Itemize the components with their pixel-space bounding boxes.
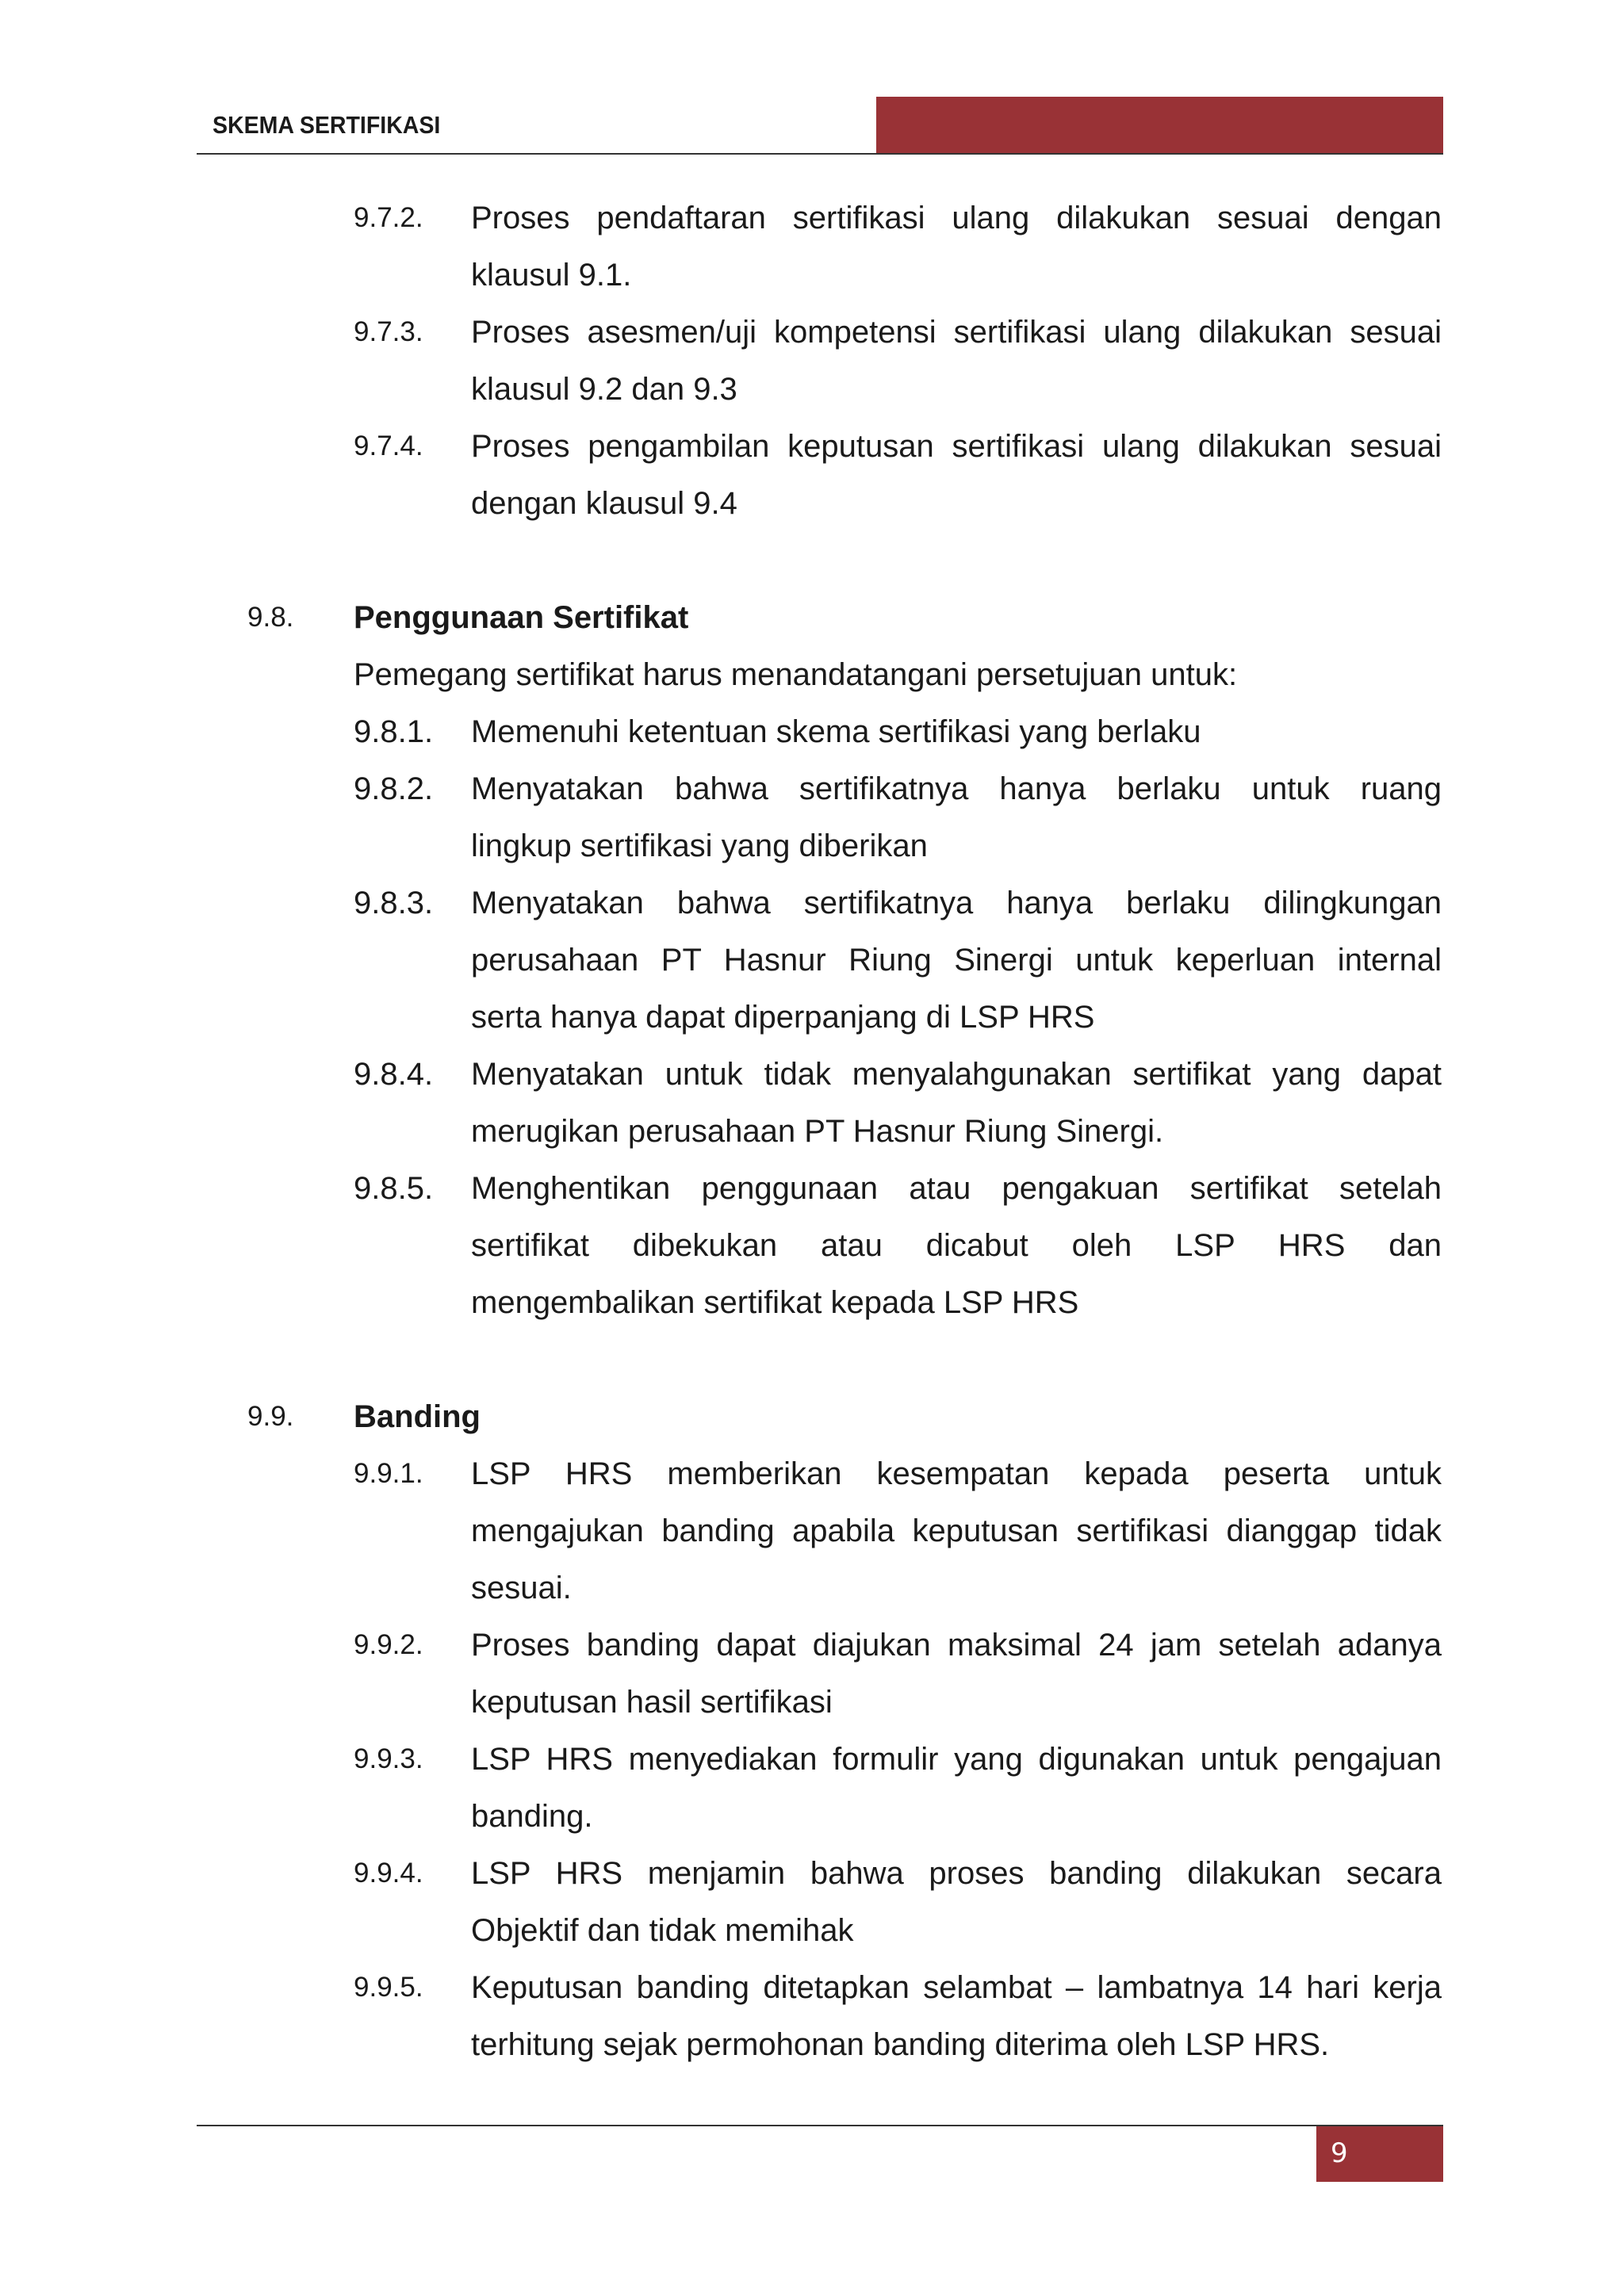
item-line: lingkup sertifikasi yang diberikan [471,828,928,863]
item-line: perusahaan PT Hasnur Riung Sinergi untuk keperluan internal [471,943,1442,978]
item-line: LSP HRS menjamin bahwa proses banding dilakukan secara [471,1856,1442,1891]
item-line: Objektif dan tidak memihak [471,1913,854,1948]
item-line: Menyatakan untuk tidak menyalahgunakan sertifikat yang dapat [471,1057,1442,1092]
item-line: mengembalikan sertifikat kepada LSP HRS [471,1285,1079,1320]
item-line: serta hanya dapat diperpanjang di LSP HRS [471,1000,1095,1035]
section-intro: Pemegang sertifikat harus menandatangani persetujuan untuk: [354,657,1238,692]
header-rule [197,153,1443,155]
item-line: dengan klausul 9.4 [471,486,737,521]
item-line: Memenuhi ketentuan skema sertifikasi yang berlaku [471,714,1201,749]
item-number: 9.8.4. [354,1057,434,1092]
item-number: 9.9.4. [354,1858,423,1888]
footer-rule [197,2125,1443,2126]
item-line: banding. [471,1799,593,1834]
item-line: mengajukan banding apabila keputusan sertifikasi dianggap tidak [471,1513,1442,1548]
item-line: Proses pengambilan keputusan sertifikasi ulang dilakukan sesuai [471,429,1442,464]
item-number: 9.8.5. [354,1171,434,1206]
item-number: 9.7.4. [354,430,423,461]
item-number: 9.7.3. [354,316,423,347]
item-line: Keputusan banding ditetapkan selambat – lambatnya 14 hari kerja [471,1970,1442,2005]
item-line: Proses pendaftaran sertifikasi ulang dilakukan sesuai dengan [471,201,1442,235]
section-number: 9.8. [247,602,294,633]
item-line: Menghentikan penggunaan atau pengakuan sertifikat setelah [471,1171,1442,1206]
item-line: sesuai. [471,1571,572,1605]
item-line: LSP HRS memberikan kesempatan kepada peserta untuk [471,1456,1442,1491]
item-number: 9.8.2. [354,771,434,806]
item-line: klausul 9.1. [471,258,632,293]
item-line: LSP HRS menyediakan formulir yang digunakan untuk pengajuan [471,1742,1442,1777]
section-number: 9.9. [247,1401,294,1432]
item-line: merugikan perusahaan PT Hasnur Riung Sinergi. [471,1114,1164,1149]
item-number: 9.9.1. [354,1458,423,1489]
item-line: Proses asesmen/uji kompetensi sertifikasi ulang dilakukan sesuai [471,315,1442,350]
item-line: Menyatakan bahwa sertifikatnya hanya berlaku untuk ruang [471,771,1442,806]
item-number: 9.8.1. [354,714,434,749]
item-line: sertifikat dibekukan atau dicabut oleh LSP HRS dan [471,1228,1442,1263]
item-number: 9.9.3. [354,1743,423,1774]
item-line: terhitung sejak permohonan banding diterima oleh LSP HRS. [471,2027,1330,2062]
item-number: 9.9.5. [354,1972,423,2003]
item-line: Proses banding dapat diajukan maksimal 24 jam setelah adanya [471,1628,1442,1663]
item-line: klausul 9.2 dan 9.3 [471,372,737,407]
item-number: 9.7.2. [354,202,423,233]
header-title: SKEMA SERTIFIKASI [213,111,441,139]
section-title: Banding [354,1399,481,1434]
item-line: keputusan hasil sertifikasi [471,1685,833,1720]
item-number: 9.9.2. [354,1629,423,1660]
item-number: 9.8.3. [354,886,434,920]
section-title: Penggunaan Sertifikat [354,600,689,635]
page-number: 9 [1331,2137,1348,2169]
header-accent-band [876,97,1443,154]
item-line: Menyatakan bahwa sertifikatnya hanya berlaku dilingkungan [471,886,1442,920]
